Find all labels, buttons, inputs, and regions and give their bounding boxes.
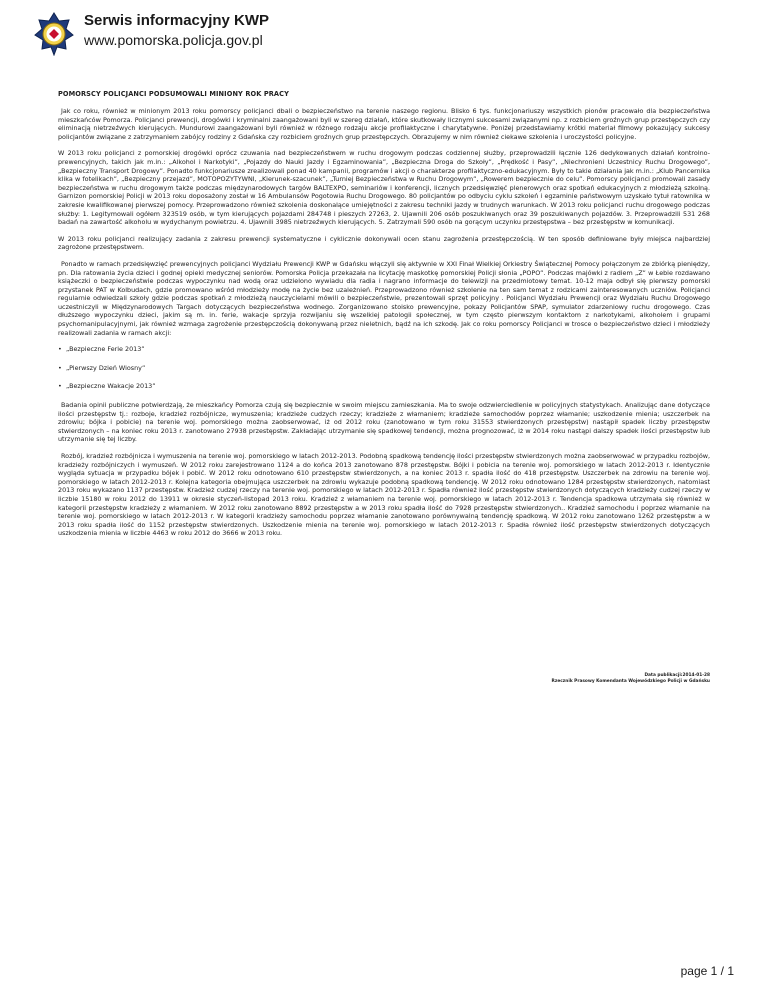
article-paragraph: W 2013 roku policjanci realizujący zadania z zakresu prewencji systematyczne i cyklicznie dokonywali ocen stanu zagrożenia przestępczością. W ten sposób definiowane były miejsca najbardziej zagrożone przestępstwem. xyxy=(58,234,710,252)
article-paragraph: Badania opinii publiczne potwierdzają, że mieszkańcy Pomorza czują się bezpiecznie w swoim miejscu zamieszkania. Ma to swoje odzwierciedlenie w policyjnych statystykach. Analizując dane dotyczące ilości przestępstw tj.: rozboje, kradzież rozbójnicze, wymuszenia; kradzieże cudzych rzeczy; kradzieże z włamaniem; kradzieże samochodów poprzez włamanie; uszkodzenie mienia; uszczerbek na zdrowiu; bójka i pobicie) na terenie woj. pomorskiego można zaobserwować, iż od 2012 roku (zanotowano w tym roku 31553 stwierdzonych przestępstw) nastąpił spadek liczby przestępstw stwierdzonych – na koniec roku 2013 r. zanotowano 27938 przestępstw. Zakładając utrzymanie się spadkowej tendencji, można prognozować, iż w 2014 roku nastąpi dalszy spadek ilości przestępstw lub utrzymanie się tej liczby. xyxy=(58,401,710,444)
article-paragraph: Jak co roku, również w minionym 2013 roku pomorscy policjanci dbali o bezpieczeństwo na terenie naszego regionu. Blisko 6 tys. funkcjonariuszy wszystkich pionów pracowało dla bezpieczeństwa mieszkańców Pomorza. Policjanci prewencji, drogówki i kryminalni zaangażowani byli w szereg działań, które skutkowały licznymi sukcesami związanymi np. z rozbiciem groźnych grup przestępczych czy eliminacją nietrzeźwych kierujących. Mundurowi zaangażowani byli również w różnego rodzaju akcje profilaktyczne i charytatywne. Poniżej przedstawiamy krótki materiał filmowy pokazujący sukcesy policjantów związane z zatrzymaniem zabójcy rodziny z Gdańska czy rozbiciem groźnych grup przestępczych. Obrazujemy w nim również ciekawe szkolenia i uroczystości policyjne. xyxy=(58,107,710,141)
page-indicator: page 1 / 1 xyxy=(680,964,734,978)
list-item xyxy=(58,345,710,354)
list-item-text: „Bezpieczne Wakacje 2013” xyxy=(66,382,156,391)
article-paragraph: Ponadto w ramach przedsięwzięć prewencyjnych policjanci Wydziału Prewencji KWP w Gdańsku włączyli się aktywnie w XXI Finał Wielkiej Orkiestry Świątecznej Pomocy połączonym ze zbiórką pieniędzy, pn. Dla ratowania życia dzieci i godnej opieki medycznej seniorów. Pomorska Policja przekazała na licytację maskotkę pomorskiej Policji słonia „POPO”. Podczas majówki z radiem „Z” w Łebie rozdawano książeczki o bezpieczeństwie podczas wypoczynku nad wodą oraz udzielono wywiadu dla radia i nagrano informacje do telewizji na przedmiotowy temat. 10-12 maja odbył się pierwszy pomorski przystanek PAT w Kolbudach, gdzie promowano wśród młodzieży modę na życie bez uzależnień. Przeprowadzono również szkolenie na ten sam temat z rodzicami zainteresowanych uczniów. Policjanci regularnie odwiedzali szkoły gdzie podczas spotkań z młodzieżą nauczycielami mówili o bezpieczeństwie, prezentowali sprzęt policyjny . Policjanci Wydziału Prewencji oraz Wydziału Ruchu Drogowego uczestniczyli w Międzynarodowych Targach dotyczących bezpieczeństwa wodnego. Zorganizowano stoisko prewencyjne, pokazy Policjantów SPAP, symulator zdarzeniowy ruchu drogowego. Czas dłuższego wypoczynku dzieci, jakim są m. in. ferie, wakacje sprzyja rozwijaniu się wszelkiej patologii społecznej, w tym często pierwszym kontaktom z narkotykami, alkoholem i grupami psychomanipulacyjnymi, jak również wzmaga zagrożenie przestępczością dokonywaną przez nieletnich, bądź na ich szkodę. Jak co roku pomorscy Policjanci w trosce o bezpieczeństwo dzieci i młodzieży realizowali zadania w ramach akcji: xyxy=(58,259,710,337)
list-item-text: „Pierwszy Dzień Wiosny” xyxy=(66,363,146,372)
site-url: www.pomorska.policja.gov.pl xyxy=(84,32,263,48)
list-item xyxy=(58,364,710,373)
bullet-icon: • xyxy=(58,382,62,391)
police-star-logo xyxy=(34,12,74,56)
list-item-text: „Bezpieczne Ferie 2013” xyxy=(66,345,145,354)
article-paragraph: W 2013 roku policjanci z pomorskiej drogówki oprócz czuwania nad bezpieczeństwem w ruchu drogowym podczas codziennej służby, przeprowadzili łącznie 126 dedykowanych działań kontrolno-prewencyjnych, takich jak m.in.: „Alkohol i Narkotyki”, „Pojazdy do Nauki Jazdy i Egzaminowania”, „Bezpieczna Droga do Szkoły”, „Prędkość i Pasy”, „Niechronieni Uczestnicy Ruchu Drogowego”, „Bezpieczny Transport Drogowy”. Ponadto funkcjonariusze zrealizowali ponad 40 kampanii, programów i akcji o charakterze profilaktyczno-edukacyjnym. Były to takie działania jak m.in.: „Klub Pancernika klika w fotelikach”, „Bezpieczny przejazd”, MOTOPOZYTYWNI, „Kierunek-szacunek”, „Turniej Bezpieczeństwa w Ruchu Drogowym”, „Rowerem bezpiecznie do celu”. Pomorscy policjanci promowali zasady bezpieczeństwa w ruchu drogowym także podczas międzynarodowych targów BALTEXPO, seminariów i konferencji, licznych przedsięwzięć plenerowych oraz spotkań edukacyjnych z młodzieżą szkolną. Garnizon pomorskiej Policji w 2013 roku doposażony został w 16 Ambulansów Pogotowia Ruchu Drogowego. 80 policjantów po odbyciu cyklu szkoleń i egzaminie państwowym uzyskało tytuł ratownika w zakresie kwalifikowanej pierwszej pomocy. Przeprowadzono również szkolenia doskonalące umiejętności z zakresu techniki jazdy w trudnych warunkach. W 2013 roku policjanci ruchu drogowego podczas służby: 1. Legitymowali ogółem 323519 osób, w tym kierujących pojazdami 284748 i pieszych 27263, 2. Ujawnili 206 osób poszukiwanych oraz 39 poszukiwanych pojazdów. 3. Przeprowadzili 531 268 badań na zawartość alkoholu w wydychanym powietrzu. 4. Ujawnili 3985 nietrzeźwych kierujących. 5. Zatrzymali 590 osób na gorącym uczynku przestępstwa – bez przestępstw w komunikacji. xyxy=(58,149,710,227)
list-item xyxy=(58,382,710,391)
publication-meta xyxy=(552,673,710,685)
page-header xyxy=(34,12,734,56)
article-title: POMORSCY POLICJANCI PODSUMOWALI MINIONY ROK PRACY xyxy=(58,90,289,98)
publisher: Rzecznik Prasowy Komendanta Wojewódzkiego Policji w Gdańsku xyxy=(551,679,710,684)
site-title: Serwis informacyjny KWP xyxy=(84,12,270,29)
article-paragraph: Rozbój, kradzież rozbójnicza i wymuszenia na terenie woj. pomorskiego w latach 2012-2013. Podobną spadkową tendencję ilości przestępstw stwierdzonych można zaobserwować w przypadku rozbojów, kradzieży rozbójniczych i wymuszeń. W 2012 roku zarejestrowano 1124 a do końca 2013 zanotowano 878 przestępstw. Bójki i pobicia na terenie woj. pomorskiego w latach 2012-2013 r. Identycznie wygląda sytuacja w przypadku bójek i pobić. W 2012 roku odnotowano 610 przestępstw stwierdzonych, a na koniec 2013 r. spadła ilość do 418 przestępstw. Uszczerbek na zdrowiu na terenie woj. pomorskiego w latach 2012-2013 r. Kolejna kategoria obejmująca uszczerbek na zdrowiu wykazuje podobną spadkową tendencję. W 2012 roku odnotowano 1284 przestępstw stwierdzonych, natomiast 2013 roku wykazano 1137 przestępstw. Kradzież cudzej rzeczy na terenie woj. pomorskiego w latach 2012-2013 r. Spadła również ilość przestępstw stwierdzonych dotyczących kradzieży cudzej rzeczy w liczbie 15180 w roku 2012 do 13911 w okresie styczeń-listopad 2013 roku. Kradzież z włamaniem na terenie woj. pomorskiego w latach 2012-2013 r. Tendencja spadkowa utrzymała się również w kategorii przestępstw kradzieży z włamaniem. W 2012 roku zanotowano 8892 przestępstw a w 2013 roku spadła ilość do 7928 przestępstw stwierdzonych.. Kradzież samochodu i poprzez włamanie na terenie woj. pomorskiego w latach 2012-2013 r. W kategorii kradzieży samochodu poprzez włamanie zanotowano porównywalną tendencję spadkową. W 2012 roku zanotowano 1262 przestępstw a w 2013 roku spadła ilość do 1152 przestępstw stwierdzonych. Uszkodzenie mienia na terenie woj. pomorskiego w latach 2012-2013 r. Spadła również ilość przestępstw stwierdzonych dotyczących uszkodzenia mienia w liczbie 4463 w roku 2012 do 3666 w 2013 roku. xyxy=(58,452,710,538)
article-content xyxy=(58,90,710,546)
publication-date: Data publikacji:2014-01-28 xyxy=(644,673,710,678)
bullet-icon: • xyxy=(58,345,62,354)
bullet-icon: • xyxy=(58,363,62,372)
